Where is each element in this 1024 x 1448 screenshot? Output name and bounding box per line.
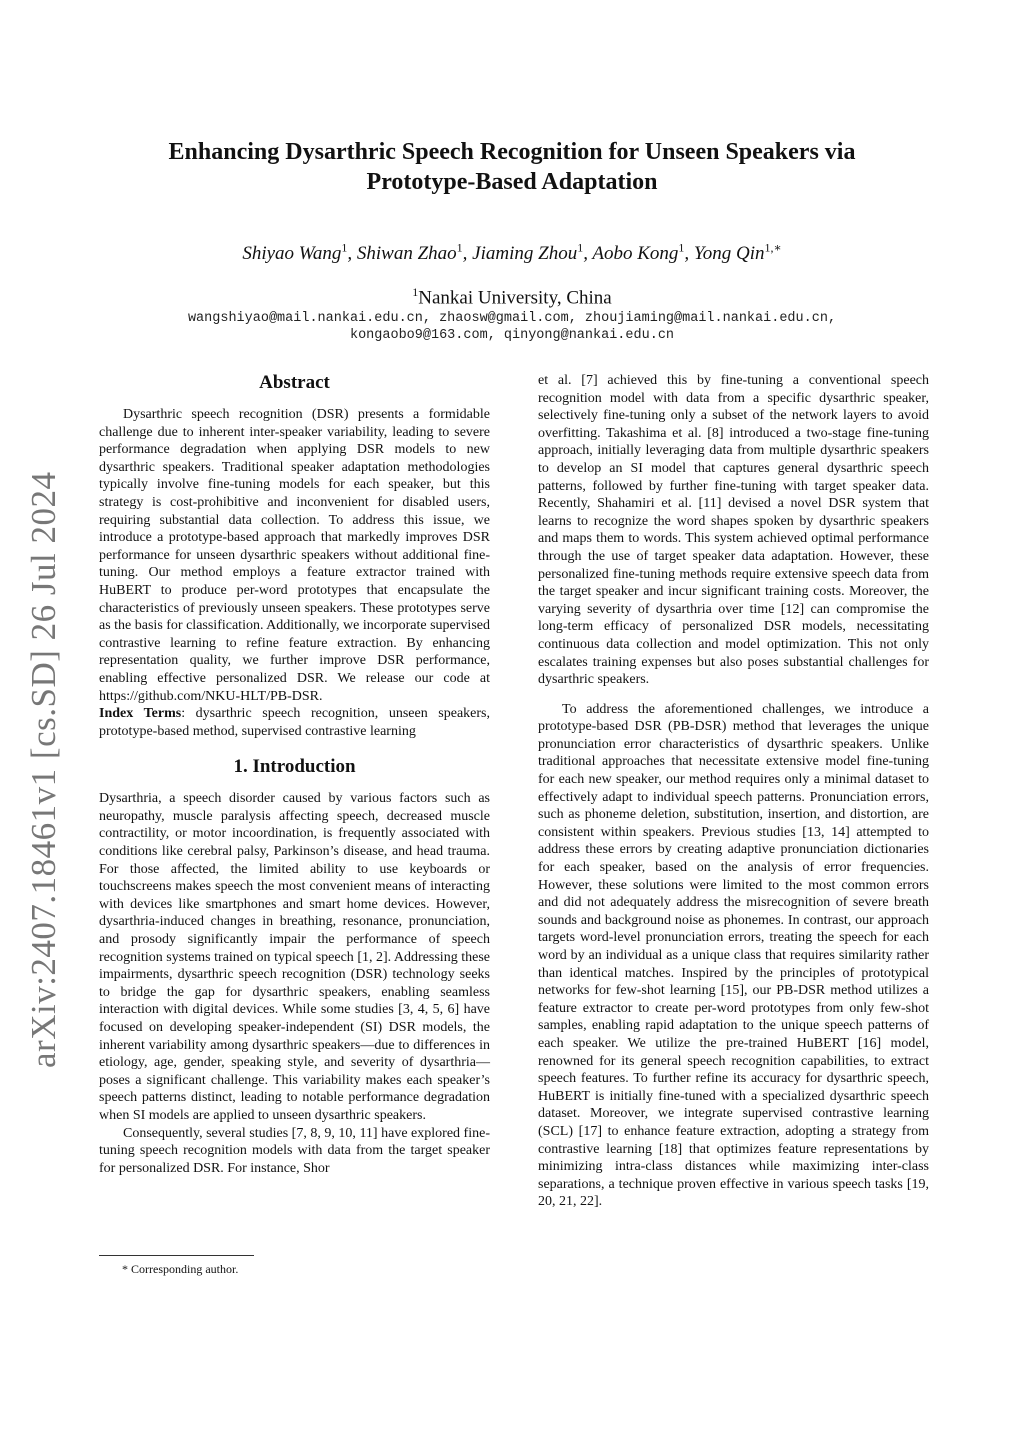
title-line-1: Enhancing Dysarthric Speech Recognition for Unseen Speakers via xyxy=(168,139,856,165)
intro-paragraph-2-continued: et al. [7] achieved this by fine-tuning a conventional speech recognition model with data from a specific dysarthric speaker, selectively fine-tuning only a subset of the network layers to avoid overfitting. Takashima et al. [8] introduced a two-stage fine-tuning approach, initially leveraging data from multiple dysarthric speakers to develop an SI model that captures general dysarthric speech patterns, followed by further fine-tuning with target speaker data. Recently, Shahamiri et al. [11] devised a novel DSR system that learns to recognize the word shapes spoken by dysarthric speakers and maps them to words. This system achieved optimal performance through the use of target speaker data adaptation. However, these personalized fine-tuning methods require extensive speech data from the target speaker and incur significant training costs. Moreover, the varying severity of dysarthria over time [12] can compromise the long-term efficacy of personalized DSR models, necessitating continuous data collection and model optimization. This not only escalates training expenses but also poses substantial challenges for dysarthric speakers. xyxy=(538,373,929,688)
abstract-text: Dysarthric speech recognition (DSR) presents a formidable challenge due to inherent inter-speaker variability, leading to severe performance degradation when applying DSR models to new dysarthric speakers. Traditional speaker adaptation methodologies typically involve fine-tuning models for each speaker, but this strategy is cost-prohibitive and inconvenient for disabled users, requiring substantial data collection. To address this issue, we introduce a prototype-based approach that markedly improves DSR performance for unseen dysarthric speakers without additional fine-tuning. Our method employs a feature extractor trained with HuBERT to produce per-word prototypes that encapsulate the characteristics of previously unseen speakers. These prototypes serve as the basis for classification. Additionally, we incorporate supervised contrastive learning to refine feature extraction. By enhancing representation quality, we further improve DSR performance, enabling effective personalized DSR. We release our code at https://github.com/NKU-HLT/PB-DSR. xyxy=(99,407,490,704)
right-column xyxy=(538,372,929,1211)
index-terms: Index Terms: dysarthric speech recognition, unseen speakers, prototype-based method, supervised contrastive learning xyxy=(99,706,491,739)
paper-title xyxy=(100,137,924,197)
intro-paragraph-3: To address the aforementioned challenges, we introduce a prototype-based DSR (PB-DSR) method that leverages the unique pronunciation error characteristics of dysarthric speakers. Unlike traditional approaches that necessitate extensive model fine-tuning for each new speaker, our method requires only a minimal dataset to effectively adapt to individual speech patterns. Pronunciation errors, such as phoneme deletion, substitution, insertion, and distortion, are consistent within speakers. Previous studies [13, 14] attempted to address these errors by creating adaptive pronunciation dictionaries for each speaker, based on the analysis of error frequencies. However, these solutions were limited to the most common errors and did not adequately address the misrecognition of severe breath sounds and background noise as phonemes. In contrast, our approach targets word-level pronunciation errors, treating the speech for each word by an individual as a unique class that requires similarity rather than identical matches. Inspired by the principles of prototypical networks for few-shot learning [15], our PB-DSR method utilizes a feature extractor to create per-word prototypes from only few-shot samples, enabling rapid adaptation to the unique speech patterns of each speaker. We utilize the pre-trained HuBERT [16] model, renowned for its general speech recognition capabilities, to extract speech features. To further refine its accuracy for dysarthric speech, HuBERT is initially fine-tuned with a specialized dysarthric speech dataset. Moreover, we integrate supervised contrastive learning (SCL) [17] to enhance feature extraction, adopting a strategy from contrastive learning [18] that optimizes feature representations by minimizing intra-class distances while maximizing inter-class separations, a technique proven effective in various speech tasks [19, 20, 21, 22]. xyxy=(538,701,929,1210)
author: Aobo Kong$^1$, xyxy=(592,241,694,265)
email-line-1: wangshiyao@mail.nankai.edu.cn, zhaosw@gmail.com, zhoujiaming@mail.nankai.edu.cn, xyxy=(187,311,837,326)
affiliation: $^1$Nankai University, China xyxy=(412,285,612,309)
author: Jiaming Zhou$^1$, xyxy=(472,241,593,265)
author-emails xyxy=(100,310,924,344)
abstract-heading: Abstract xyxy=(259,372,330,393)
left-column xyxy=(99,372,490,1177)
email-line-2: kongaobo9@163.com, qinyong@nankai.edu.cn xyxy=(349,328,675,343)
intro-paragraph-1: Dysarthria, a speech disorder caused by various factors such as neuropathy, muscle paralysis affecting speech, decreased muscle contractility, or motor incoordination, is frequently associated with conditions like cerebral palsy, Parkinson’s disease, and head trauma. For those affected, the limited ability to use keyboards or touchscreens makes speech the most convenient means of interacting with devices like smartphones and smart home devices. However, dysarthria-induced changes in breathing, resonance, pronunciation, and prosody significantly impair the performance of speech recognition systems trained on typical speech [1, 2]. Addressing these impairments, dysarthric speech recognition (DSR) technology seeks to bridge the gap for dysarthric speakers, enabling seamless interaction with digital devices. While some studies [3, 4, 5, 6] have focused on developing speaker-independent (SI) DSR models, the inherent variability among dysarthric speakers—due to differences in etiology, age, gender, speaking style, and severity of dysarthria—poses a significant challenge. This variability makes each speaker’s speech patterns distinct, leading to notable performance degradation when SI models are applied to unseen dysarthric speakers. xyxy=(99,791,490,1123)
author: Yong Qin$^{1,∗}$ xyxy=(693,241,782,265)
arxiv-identifier: arXiv:2407.18461v1 [cs.SD] 26 Jul 2024 xyxy=(24,471,63,1069)
author-list xyxy=(100,236,924,266)
intro-paragraph-2: Consequently, several studies [7, 8, 9, 10, 11] have explored fine-tuning speech recognition models with data from the target speaker for personalized DSR. For instance, Shor xyxy=(99,1125,490,1176)
author: Shiyao Wang$^1$, xyxy=(242,241,357,265)
footnote-corresponding-author: * Corresponding author. xyxy=(122,1262,239,1276)
author: Shiwan Zhao$^1$, xyxy=(356,241,473,265)
introduction-heading: 1. Introduction xyxy=(233,756,356,778)
footnote-divider xyxy=(99,1255,254,1256)
title-line-2: Prototype-Based Adaptation xyxy=(366,169,658,195)
